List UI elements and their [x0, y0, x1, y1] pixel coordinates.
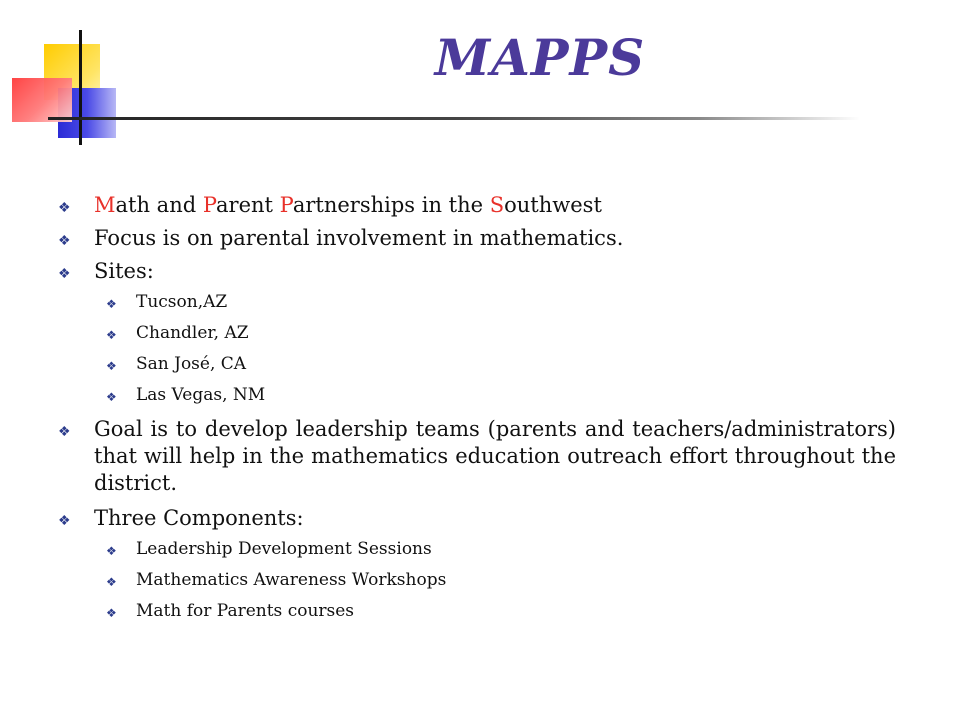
acronym-text: Math and Parent Partnerships in the Southwest	[94, 193, 602, 217]
component-item: ❖ Mathematics Awareness Workshops	[106, 569, 896, 593]
diamond-bullet-icon: ❖	[58, 424, 71, 440]
bullet-goal: ❖ Goal is to develop leadership teams (parents and teachers/administrators) that will help in the mathematics education outreach effort throughout the district.	[58, 417, 896, 495]
diamond-bullet-icon: ❖	[58, 513, 71, 529]
diamond-bullet-icon: ❖	[58, 200, 71, 216]
diamond-bullet-icon: ❖	[58, 233, 71, 249]
bullet-components: ❖ Three Components:	[58, 505, 896, 535]
component-item: ❖ Leadership Development Sessions	[106, 538, 896, 562]
diamond-bullet-icon: ❖	[106, 359, 117, 373]
decor-vertical-line	[79, 30, 82, 145]
site-item: ❖ Chandler, AZ	[106, 322, 896, 346]
diamond-bullet-icon: ❖	[106, 328, 117, 342]
title-underline	[48, 117, 860, 120]
diamond-bullet-icon: ❖	[58, 266, 71, 282]
bullet-list	[58, 192, 896, 631]
site-item: ❖ Las Vegas, NM	[106, 384, 896, 408]
diamond-bullet-icon: ❖	[106, 606, 117, 620]
bullet-acronym	[58, 192, 896, 222]
bullet-sites: ❖ Sites:	[58, 258, 896, 288]
bullet-focus: ❖ Focus is on parental involvement in mathematics.	[58, 225, 896, 255]
site-item: ❖ Tucson,AZ	[106, 291, 896, 315]
site-item: ❖ San José, CA	[106, 353, 896, 377]
diamond-bullet-icon: ❖	[106, 575, 117, 589]
component-item: ❖ Math for Parents courses	[106, 600, 896, 624]
slide-title: MAPPS	[434, 28, 646, 87]
diamond-bullet-icon: ❖	[106, 544, 117, 558]
diamond-bullet-icon: ❖	[106, 390, 117, 404]
diamond-bullet-icon: ❖	[106, 297, 117, 311]
decor-red-square	[12, 78, 72, 122]
